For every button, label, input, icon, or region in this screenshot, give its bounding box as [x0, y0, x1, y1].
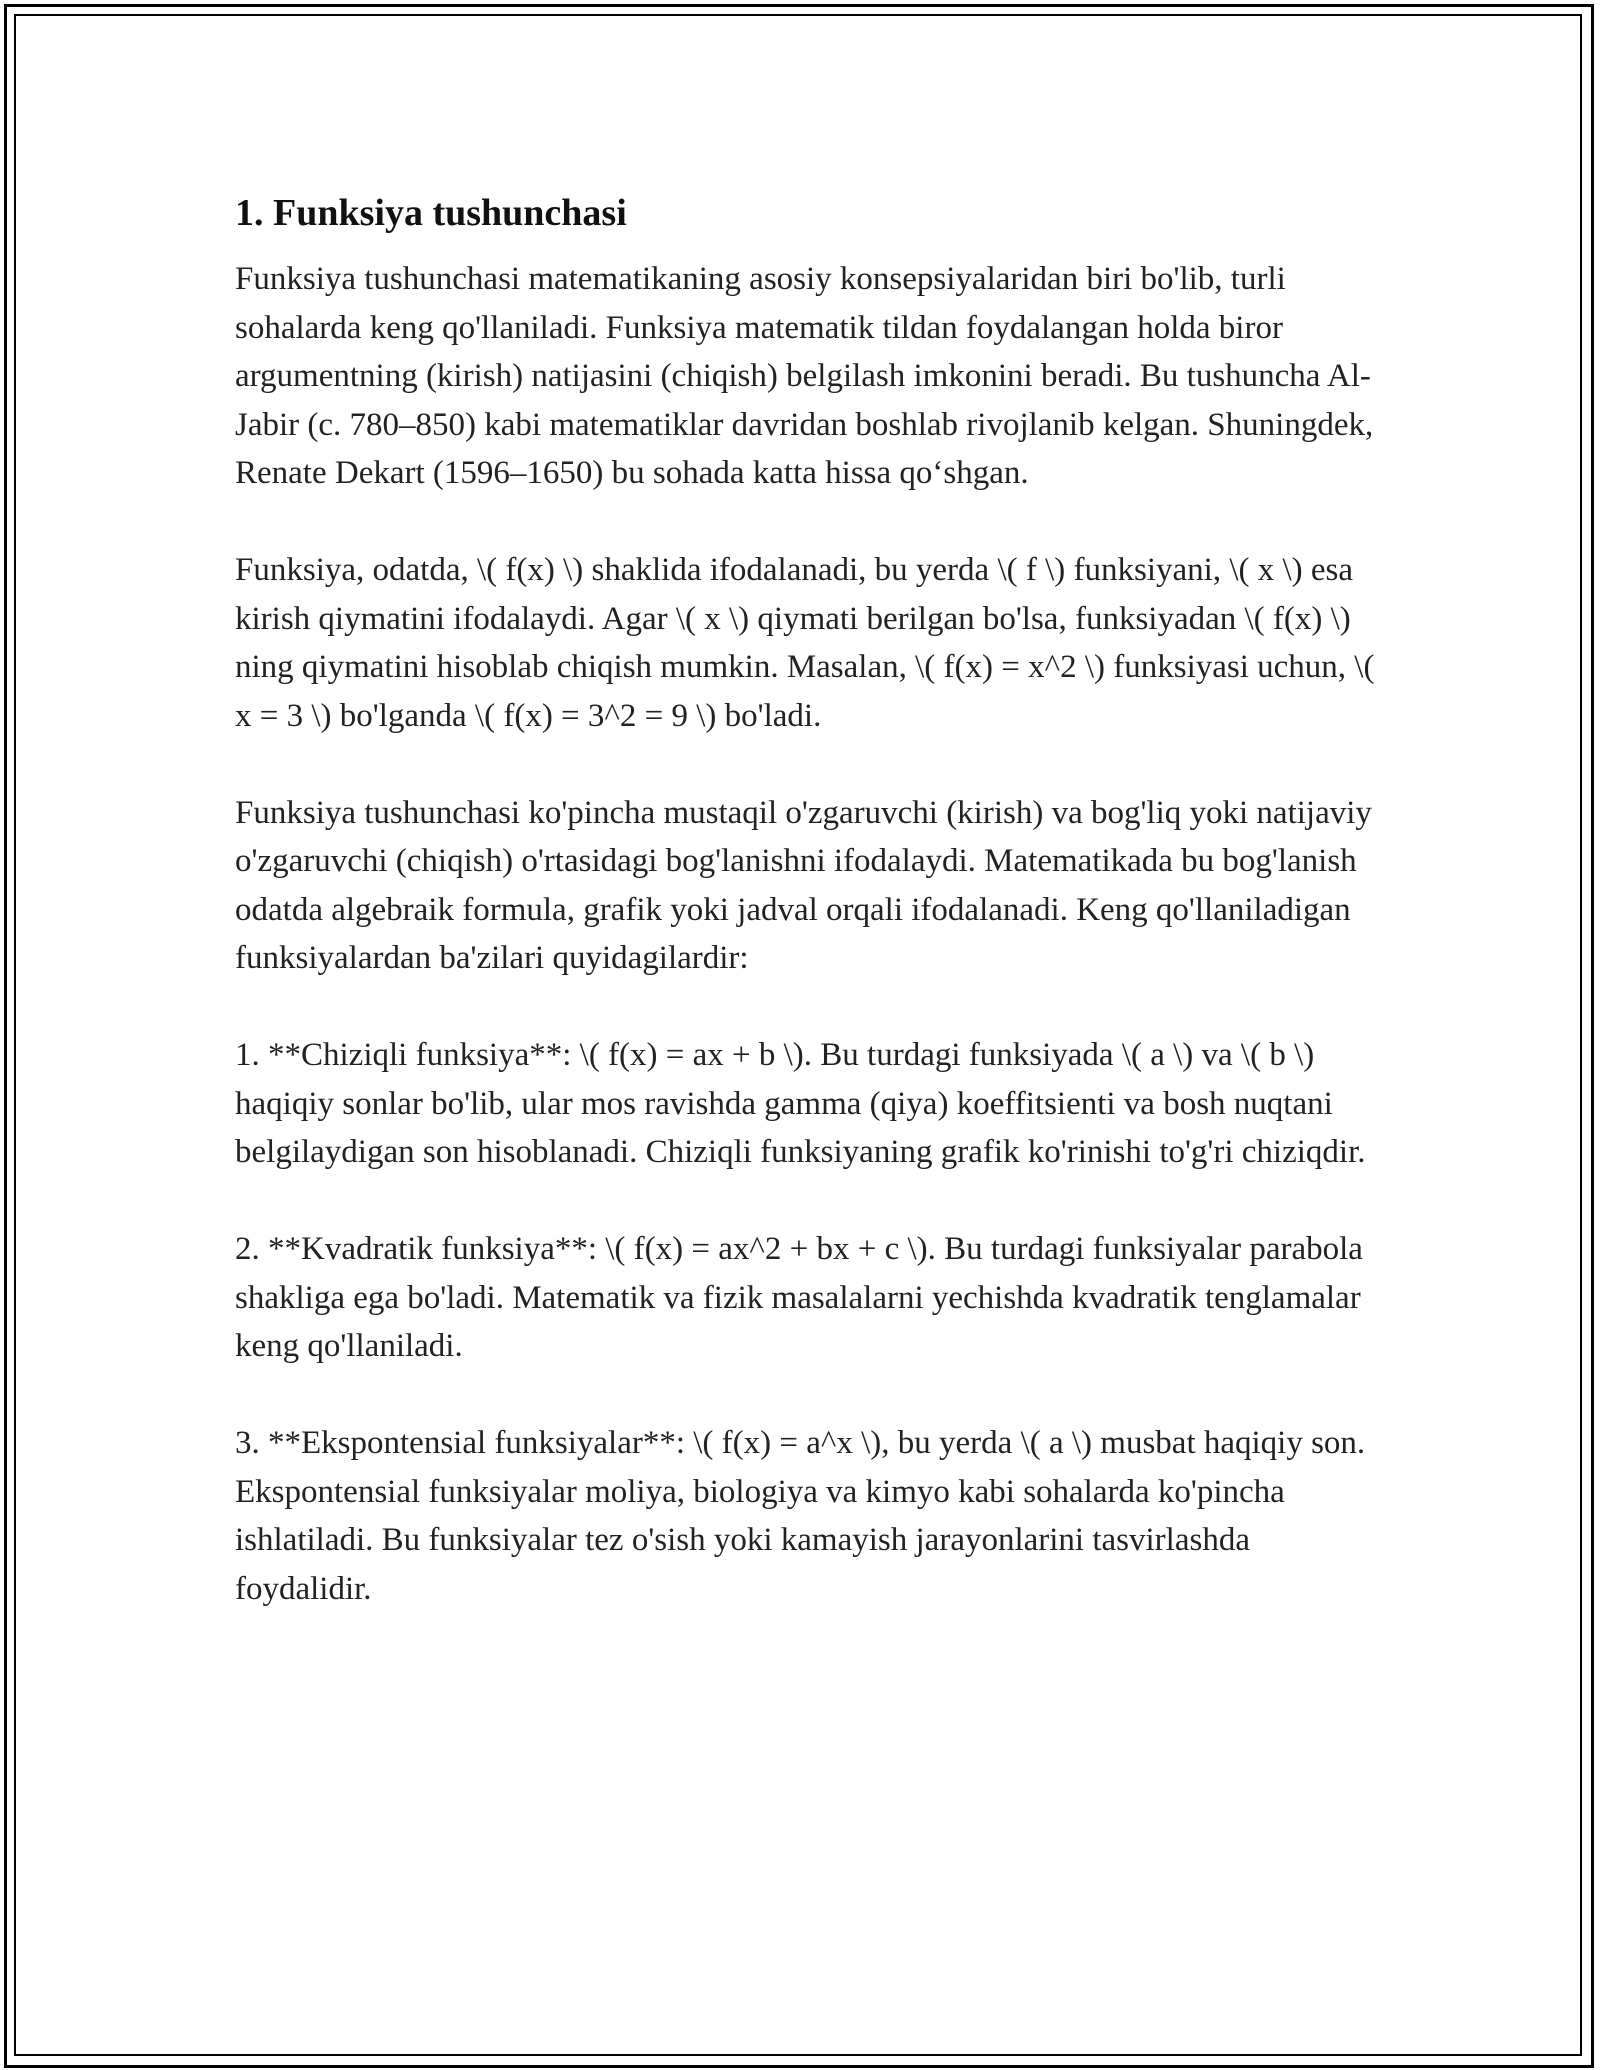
paragraph-relationship: Funksiya tushunchasi ko'pincha mustaqil o'zgaruvchi (kirish) va bog'liq yoki natijaviy o'zgaruvchi (chiqish) o'rtasidagi bog'lanishni ifodalaydi. Matematikada bu bog'lanish odatda algebraik formula, grafik yoki jadval orqali ifodalanadi. Keng qo'llaniladigan funksiyalardan ba'zilari quyidagilardir:: [235, 794, 1372, 976]
document-body: [235, 185, 1375, 1662]
paragraph-intro: Funksiya tushunchasi matematikaning asosiy konsepsiyalaridan biri bo'lib, turli sohalarda keng qo'llaniladi. Funksiya matematik tildan foydalangan holda biror argumentning (kirish) natijasini (chiqish) belgilash imkonini beradi. Bu tushuncha Al-Jabir (c. 780–850) kabi matematiklar davridan boshlab rivojlanib kelgan. Shuningdek, Renate Dekart (1596–1650) bu sohada katta hissa qo‘shgan.: [235, 261, 1374, 491]
list-item-exponential-function: 3. **Ekspontensial funksiyalar**: \( f(x) = a^x \), bu yerda \( a \) musbat haqiqiy son. Ekspontensial funksiyalar moliya, biologiya va kimyo kabi sohalarda ko'pincha ishlatiladi. Bu funksiyalar tez o'sish yoki kamayish jarayonlarini tasvirlashda foydalidir.: [235, 1425, 1366, 1607]
list-item-quadratic-function: 2. **Kvadratik funksiya**: \( f(x) = ax^2 + bx + c \). Bu turdagi funksiyalar parabola shakliga ega bo'ladi. Matematik va fizik masalalarni yechishda kvadratik tenglamalar keng qo'llaniladi.: [235, 1231, 1363, 1364]
section-heading: 1. Funksiya tushunchasi: [235, 192, 627, 234]
paragraph-notation: Funksiya, odatda, \( f(x) \) shaklida ifodalanadi, bu yerda \( f \) funksiyani, \( x \) esa kirish qiymatini ifodalaydi. Agar \( x \) qiymati berilgan bo'lsa, funksiyadan \( f(x) \) ning qiymatini hisoblab chiqish mumkin. Masalan, \( f(x) = x^2 \) funksiyasi uchun, \( x = 3 \) bo'lganda \( f(x) = 3^2 = 9 \) bo'ladi.: [235, 552, 1375, 734]
list-item-linear-function: 1. **Chiziqli funksiya**: \( f(x) = ax + b \). Bu turdagi funksiyada \( a \) va \( b \) haqiqiy sonlar bo'lib, ular mos ravishda gamma (qiya) koeffitsienti va bosh nuqtani belgilaydigan son hisoblanadi. Chiziqli funksiyaning grafik ko'rinishi to'g'ri chiziqdir.: [235, 1037, 1366, 1170]
